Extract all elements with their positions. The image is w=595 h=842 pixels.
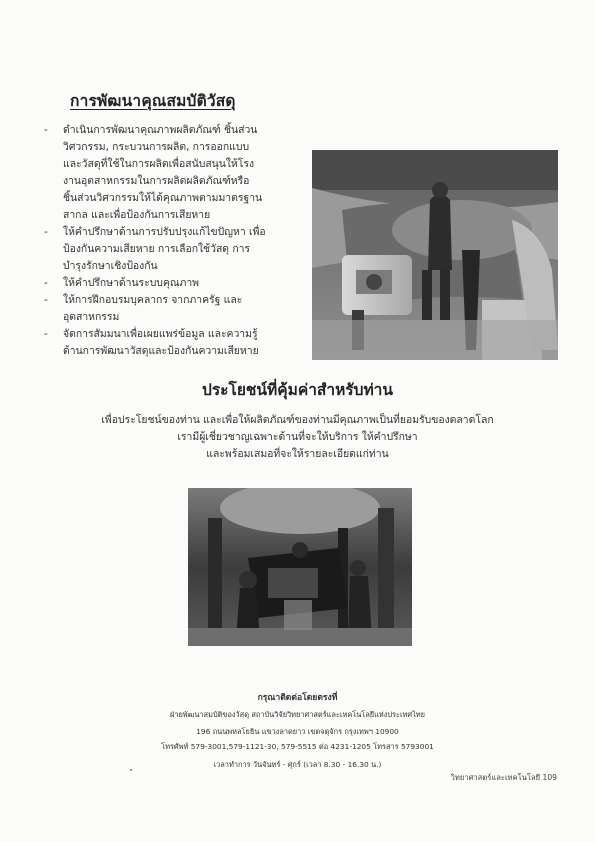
- bullet-item: [44, 224, 294, 275]
- bullet-line: ให้คำปรึกษาด้านระบบคุณภาพ: [63, 277, 200, 289]
- bullet-item: [44, 275, 294, 292]
- photo-industrial-inspection-image: [312, 150, 558, 360]
- service-bullet-list: [44, 122, 294, 360]
- section-title-benefits: ประโยชน์ที่คุ้มค่าสำหรับท่าน: [202, 381, 393, 399]
- bullet-line: ด้านการพัฒนาวัสดุและป้องกันความเสียหาย: [63, 345, 259, 357]
- bullet-dash: -: [44, 124, 48, 136]
- contact-phone: โทรศัพท์ 579-3001,579-1121-30, 579-5515 ต่อ 4231-1205 โทรสาร 5793001: [161, 742, 434, 751]
- photo-workers-machinery: [188, 488, 412, 646]
- decorative-dot: [130, 769, 132, 771]
- bullet-dash: -: [44, 294, 48, 306]
- bullet-line: ให้คำปรึกษาด้านการปรับปรุงแก้ไขปัญหา เพื่อ: [63, 226, 266, 238]
- bullet-line: ดำเนินการพัฒนาคุณภาพผลิตภัณฑ์ ชิ้นส่วน: [63, 124, 258, 136]
- page-footer: วิทยาศาสตร์และเทคโนโลยี 109: [450, 773, 557, 782]
- bullet-line: และวัสดุที่ใช้ในการผลิตเพื่อสนับสนุนให้โรง: [63, 158, 255, 170]
- bullet-line: อุตสาหกรรม: [63, 311, 120, 323]
- contact-heading: กรุณาติดต่อโดยตรงที่: [257, 693, 338, 703]
- bullet-line: จัดการสัมมนาเพื่อเผยแพร่ข้อมูล และความรู้: [63, 328, 258, 340]
- bullet-item: [44, 292, 294, 326]
- section-title-material-development: การพัฒนาคุณสมบัติวัสดุ: [70, 92, 236, 110]
- bullet-dash: -: [44, 277, 48, 289]
- benefit-line: และพร้อมเสมอที่จะให้รายละเอียดแก่ท่าน: [206, 448, 389, 460]
- bullet-item: [44, 122, 294, 224]
- bullet-item: [44, 326, 294, 360]
- contact-address: 196 ถนนพหลโยธิน แขวงลาดยาว เขตจตุจักร กรุงเทพฯ 10900: [196, 727, 399, 736]
- contact-office-hours: เวลาทำการ วันจันทร์ - ศุกร์ (เวลา 8.30 - 16.30 น.): [213, 760, 382, 769]
- benefit-line: เรามีผู้เชี่ยวชาญเฉพาะด้านที่จะให้บริการ ให้คำปรึกษา: [177, 431, 418, 443]
- bullet-line: สากล และเพื่อป้องกันการเสียหาย: [63, 209, 211, 221]
- bullet-line: บำรุงรักษาเชิงป้องกัน: [63, 260, 158, 272]
- bullet-line: ป้องกันความเสียหาย การเลือกใช้วัสดุ การ: [63, 243, 251, 255]
- contact-organization: ฝ่ายพัฒนาสมบัติของวัสดุ สถาบันวิจัยวิทยาศาสตร์และเทคโนโลยีแห่งประเทศไทย: [170, 710, 425, 719]
- bullet-dash: -: [44, 226, 48, 238]
- photo-workers-machinery-image: [188, 488, 412, 646]
- photo-industrial-inspection: [312, 150, 558, 360]
- benefit-paragraph: [0, 412, 595, 463]
- bullet-line: ชิ้นส่วนวิศวกรรมให้ได้คุณภาพตามมาตรฐาน: [63, 192, 263, 204]
- bullet-line: งานอุตสาหกรรมในการผลิตผลิตภัณฑ์หรือ: [63, 175, 250, 187]
- bullet-line: ให้การฝึกอบรมบุคลากร จากภาครัฐ และ: [63, 294, 243, 306]
- bullet-dash: -: [44, 328, 48, 340]
- benefit-line: เพื่อประโยชน์ของท่าน และเพื่อให้ผลิตภัณฑ์ของท่านมีคุณภาพเป็นที่ยอมรับของตลาดโลก: [101, 414, 494, 426]
- bullet-line: วิศวกรรม, กระบวนการผลิต, การออกแบบ: [63, 141, 250, 153]
